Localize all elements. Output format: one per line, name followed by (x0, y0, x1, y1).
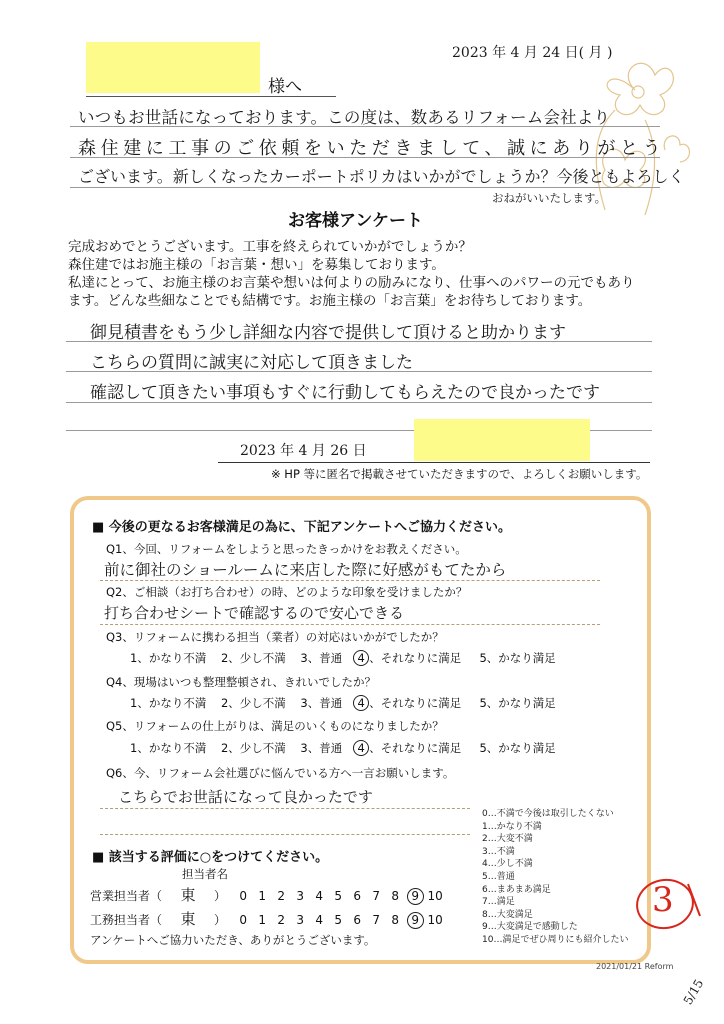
option-3[interactable]: 3、普通 (300, 696, 343, 710)
close-paren: ） (214, 913, 227, 927)
customer-comment: 御見積書をもう少し詳細な内容で提供して頂けると助かります (90, 323, 566, 343)
score-1[interactable]: 1 (258, 889, 266, 903)
score-2[interactable]: 2 (277, 889, 285, 903)
question-4: Q4、現場はいつも整理整頓され、きれいでしたか？ (106, 675, 377, 689)
customer-suffix: 様へ (268, 77, 302, 97)
legend-item: 7…満足 (482, 897, 515, 908)
option-5[interactable]: 5、かなり満足 (479, 741, 556, 755)
legend-item: 6…まあまあ満足 (482, 884, 551, 895)
redacted-signature (414, 419, 590, 461)
score-6[interactable]: 6 (353, 913, 361, 927)
rating-options-q3 (130, 650, 556, 666)
answer-2: 打ち合わせシートで確認するので安心できる (104, 604, 405, 622)
score-4[interactable]: 4 (315, 913, 323, 927)
option-3[interactable]: 3、普通 (300, 741, 343, 755)
redacted-customer-name (86, 42, 260, 93)
letter-rule (70, 187, 660, 188)
option-1[interactable]: 1、かなり不満 (130, 741, 207, 755)
score-9-selected[interactable]: 9 (407, 912, 424, 929)
intro-line: 完成おめでとうございます。工事を終えられていかがでしょうか？ (68, 239, 472, 255)
answer-1: 前に御社のショールームに来店した際に好感がもてたから (104, 561, 507, 579)
score-10[interactable]: 10 (427, 913, 443, 927)
option-4-label: 、それなりに満足 (369, 696, 462, 710)
answer-rule (100, 580, 600, 581)
intro-line: 私達にとって、お施主様のお言葉や想いは何よりの励みになり、仕事へのパワーの元でもあり (68, 275, 635, 291)
works-staff-label: 工務担当者（ (90, 913, 163, 927)
score-10[interactable]: 10 (427, 889, 443, 903)
option-2[interactable]: 2、少し不満 (220, 696, 286, 710)
score-1[interactable]: 1 (258, 913, 266, 927)
score-5[interactable]: 5 (334, 889, 342, 903)
option-3[interactable]: 3、普通 (300, 651, 343, 665)
legend-item: 9…大変満足で感動した (482, 922, 578, 933)
legend-item: 2…大変不満 (482, 834, 533, 845)
option-4-selected[interactable]: 4 (353, 740, 369, 756)
answer-6: こちらでお世話になって良かったです (118, 788, 373, 806)
option-1[interactable]: 1、かなり不満 (130, 696, 207, 710)
answer-rule (100, 834, 470, 835)
name-underline (86, 96, 336, 97)
legend-item: 8…大変満足 (482, 909, 533, 920)
score-0[interactable]: 0 (239, 913, 247, 927)
answer-rule (100, 808, 470, 809)
score-8[interactable]: 8 (391, 913, 399, 927)
option-4-label: 、それなりに満足 (369, 651, 462, 665)
customer-comment: 確認して頂きたい事項もすぐに行動してもらえたので良かったです (90, 383, 600, 403)
rating-options-q5 (130, 740, 556, 756)
answer-rule (100, 624, 600, 625)
legend-item: 5…普通 (482, 871, 515, 882)
letter-date: 2023 年 4 月 24 日( 月 ) (452, 45, 613, 61)
reply-date: 2023 年 4 月 26 日 (240, 443, 367, 459)
survey-title: お客様アンケート (288, 211, 423, 231)
date-underline (218, 462, 650, 463)
score-3[interactable]: 3 (296, 913, 304, 927)
question-2: Q2、ご相談（お打ち合わせ）の時、どのような印象を受けましたか？ (106, 585, 468, 599)
intro-line: 森住建ではお施主様の「お言葉・想い」を募集しております。 (68, 257, 445, 273)
legend-item: 1…かなり不満 (482, 821, 542, 832)
sales-staff-name: 東 (180, 886, 196, 904)
score-0[interactable]: 0 (239, 889, 247, 903)
customer-comment: こちらの質問に誠実に対応して頂きました (90, 353, 413, 373)
option-4-label: 、それなりに満足 (369, 741, 462, 755)
close-paren: ） (214, 889, 227, 903)
option-5[interactable]: 5、かなり満足 (479, 651, 556, 665)
works-staff-name: 東 (180, 910, 196, 928)
score-4[interactable]: 4 (315, 889, 323, 903)
score-8[interactable]: 8 (391, 889, 399, 903)
sales-staff-label: 営業担当者（ (90, 889, 163, 903)
score-5[interactable]: 5 (334, 913, 342, 927)
question-3: Q3、リフォームに携わる担当（業者）の対応はいかがでしたか？ (106, 630, 444, 644)
works-rating-row (90, 908, 445, 929)
question-6: Q6、今、リフォーム会社選びに悩んでいる方へ一言お願いします。 (106, 766, 455, 780)
box-heading: ■ 今後の更なるお客様満足の為に、下記アンケートへご協力ください。 (92, 520, 512, 535)
score-7[interactable]: 7 (372, 913, 380, 927)
letter-line: おねがいいたします。 (492, 191, 607, 205)
score-legend (482, 806, 628, 945)
legend-item: 0…不満で今後は取引したくない (482, 809, 614, 819)
score-6[interactable]: 6 (353, 889, 361, 903)
option-4-selected[interactable]: 4 (353, 695, 369, 711)
letter-line: 森住建に工事のご依頼をいただきまして、誠にありがとう (78, 138, 666, 159)
rating-heading: ■ 該当する評価に○をつけてください。 (92, 850, 329, 865)
question-5: Q5、リフォームの仕上がりは、満足のいくものになりましたか？ (106, 719, 444, 733)
legend-item: 4…少し不満 (482, 859, 533, 870)
rating-options-q4 (130, 695, 556, 711)
question-1: Q1、今回、リフォームをしようと思ったきっかけをお教えください。 (106, 542, 467, 556)
legend-item: 10…満足でぜひ周りにも紹介したい (482, 934, 629, 945)
form-stamp: 2021/01/21 Reform (596, 962, 674, 971)
letter-line: ございます。新しくなったカーポートポリカはいかがでしょうか？今後ともよろしく (78, 167, 685, 186)
score-2[interactable]: 2 (277, 913, 285, 927)
letter-line: いつもお世話になっております。この度は、数あるリフォーム会社より (78, 108, 611, 127)
thanks-text: アンケートへご協力いただき、ありがとうございます。 (90, 933, 376, 947)
score-3[interactable]: 3 (296, 889, 304, 903)
legend-item: 3…不満 (482, 846, 515, 857)
option-2[interactable]: 2、少し不満 (220, 651, 286, 665)
page-number: 5/15 (680, 976, 707, 1008)
intro-line: ます。どんな些細なことでも結構です。お施主様の「お言葉」をお待ちしております。 (68, 293, 592, 309)
score-7[interactable]: 7 (372, 889, 380, 903)
score-9-selected[interactable]: 9 (407, 888, 424, 905)
staff-name-label: 担当者名 (182, 867, 228, 881)
option-2[interactable]: 2、少し不満 (220, 741, 286, 755)
red-score-digit: 3 (652, 880, 674, 920)
option-4-selected[interactable]: 4 (353, 650, 369, 666)
option-1[interactable]: 1、かなり不満 (130, 651, 207, 665)
privacy-note: ※ HP 等に匿名で掲載させていただきますので、よろしくお願いします。 (271, 467, 648, 481)
option-5[interactable]: 5、かなり満足 (479, 696, 556, 710)
sales-rating-row (90, 884, 445, 905)
